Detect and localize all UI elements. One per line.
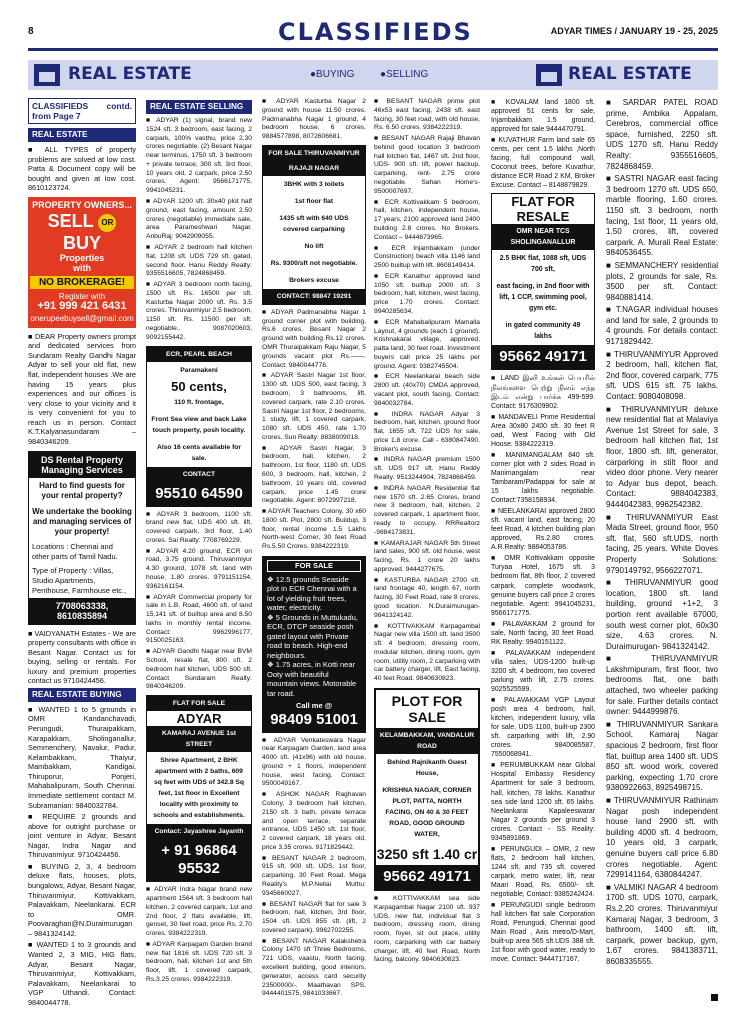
ad-register: Register with bbox=[58, 292, 106, 302]
ad-line: Shree Apartment, 2 BHK apartment with 2 baths, 609 sq feet with UDS of 342.8 Sq feet, 1st floor in Excellent locality with proximity to schools and establishments. bbox=[153, 757, 245, 820]
classified-ad: ■ ECR Kottivakkam 5 bedroom, hall, kitchen, independent house, 17 years, 2100 approved land 2400 building 2.8 crores. No Brokers. Contact – 9444673965. bbox=[374, 198, 480, 241]
classified-ad: ■ BESANT NAGAR Kalakshetra Colony 1470 sft Three Bedrooms, 721 UDS, vaastu, North facing, excellent building, good interiors, generator, access card security 23500000/-. Maathavan SPS, 9444401575, 9841033667. bbox=[262, 937, 366, 998]
classified-ad: ■ INDRA NAGAR Residential flat new 1570 sft. 2.65 Crores, brand new 3 bedroom, hall, kitchen, 2 covered carpark, 1 apartment floor, ready to occupy. RRRealtorz -9884173831. bbox=[374, 484, 480, 536]
ad-contact: CONTACT bbox=[147, 467, 251, 482]
classified-ad: ■ BESANT NAGAR 2 bedroom, 915 sft. 900 sft. UDS, 1st floor, carparking, 30 Feet Road. Mega Reality's M.P.Nellai Muthu: 9345660027. bbox=[262, 854, 366, 897]
house-icon bbox=[536, 64, 562, 86]
classified-ad: ■ KOTTIVAKKAM Karpagambal Nagar new villa 1500 sft. land 3500 sft. 4 bedroom, dressing room, modular kitchen, dining room, gym room, utility room, 2 carparking with car battery charger, lift, East facing, 40 feet Road. 9840630823. bbox=[374, 622, 480, 683]
ad-phone: 95662 49171 bbox=[492, 345, 594, 369]
classified-ad: ■ ADYAR Padmanabha Nagar 1 ground corner plot with building, Rs.6 crores. Besant Nagar 2 ground with building Rs.12 crores. OMR Thuraipakkam Raju Nagar, 5 grounds vacant plot Rs.——. Contact: 9840044778. bbox=[262, 308, 366, 369]
classified-ad: ■ ADYAR (1) signal, brand new 1524 sft. 3 bedroom, east facing, 2 carpark, 100% vasthu, price 2.30 crores negotiable. (2) Besant Nagar near terminus, 1750 sft. 3 bedroom + private terrace, 300 sft. 3rd floor, 10 years old, 2 carpark, price 2.50 crores. Agent: 9566171775, 9941045231. bbox=[146, 117, 252, 195]
ad-phone: + 91 96864 95532 bbox=[147, 839, 251, 881]
classified-ad: ■ PALAVAKKAM VGP Layout posh area 4 bedroom, hall, kitchen, independent luxury, villa for sale, UDS 1100, built-up 2300 sft. carparking with lift, 2.90 crores. 9840085587, 7550068941. bbox=[491, 697, 595, 759]
banner-buying-tag: ● BUYING bbox=[310, 69, 354, 80]
ad-title: FOR SALE THIRUVANMIYUR bbox=[263, 146, 365, 161]
ad-highlight: ADYAR bbox=[176, 711, 222, 727]
masthead-title: CLASSIFIEDS bbox=[278, 18, 473, 46]
classified-ad: ■ ADYAR Sastri Nagar 1st floor, 1300 sft. UDS 500, east facing, 3 bedroom, 3 bathrooms, lift, covered carpark, rate 2.10 crores. Sastri Nagar 1st floor, 2 bedrooms, 1 study, lift, 1 covered carpark, 1080 sft. UDS 450, rate 1.70 crores. Sun Realty: 8838009018. bbox=[262, 372, 366, 441]
ad-line: 2.5 BHK flat, 1088 sft, UDS 700 sft, bbox=[499, 255, 587, 274]
ad-sub: Properties bbox=[59, 253, 105, 264]
ds-rental-ad bbox=[28, 451, 136, 625]
ad-subtitle: OMR NEAR TCS SHOLINGANALLUR bbox=[492, 224, 594, 250]
ad-line: Behind Rajnikanth Guest House, bbox=[387, 759, 467, 777]
classified-ad: ■ KOVALAM land 1800 sft. approved 51 cents for sale, Injambakkam 1.5 ground, approved for sale.9444470791. bbox=[491, 99, 595, 134]
classified-ad: ■ ADYAR 3 bedroom, 1100 sft. brand new flat, UDS 400 sft. lift, covered carpark, 3rd floor, 1.40 crores. Sai Realty: 7708769229. bbox=[146, 510, 252, 544]
classified-ad: ■ ADYAR 4.20 ground, ECR on road, 3.75 ground. Thiruvanmiyur 4.30 ground, 1078 sft. land with house, 1.80 crores. 9791151154, 9362161154. bbox=[146, 547, 252, 590]
masthead-rule bbox=[28, 48, 718, 51]
ad-phone: +91 999 421 6431 bbox=[37, 299, 127, 312]
section-header: REAL ESTATE bbox=[28, 128, 136, 142]
ad-phone: 7708063338, 8610835894 bbox=[29, 598, 135, 624]
classified-ad: ■ ADYAR 1200 sft. 30x40 plot half ground, east facing, amount 2.50 crores (negotiable) immediate sale, area Parameshwari Nagar. AnbuRaj: 9042909055. bbox=[146, 198, 252, 241]
classified-ad: ■ DEAR Property owners prompt and dedicated services from Sundaram Realty Gandhi Nagar Adyar to sell your old flat, new flat, independent houses .We are having 15 years plus experiences and our offices is very close to your vicinity and it is very convenient for you to reach us in person. Contact K.T.Kalyanasundaram – 9840346209. bbox=[28, 331, 136, 446]
column-6 bbox=[606, 98, 718, 970]
section-header: REAL ESTATE SELLING bbox=[146, 100, 252, 114]
ad-phone: CONTACT: 98847 19291 bbox=[263, 289, 365, 304]
ad-line: 3BHK with 3 toilets bbox=[283, 180, 345, 188]
ad-line: ❖ 5 Grounds in Muttukadu, ECR, DTCP seaside posh gated layout with Private road to beach. High-end neighbours. bbox=[267, 612, 358, 660]
ad-email: onerupeebuysell@gmail.com bbox=[30, 314, 134, 324]
classified-ad: ■ SEMMANCHERY residential plots, 2 grounds for sale, Rs. 3500 per sft. Contact: 9840881414. bbox=[606, 260, 718, 302]
house-icon bbox=[34, 64, 60, 86]
classified-ad: ■ INDRA NAGAR premium 1500 sft. UDS 917 sft. Hanu Reddy Realty: 9513244904, 7824868459. bbox=[374, 456, 480, 482]
ad-line: in gated community 49 lakhs bbox=[505, 322, 581, 341]
classified-ad: ■ BUYING 2, 3, 4 bedroom deluxe flats, houses, plots, bungalows, Adyar, Besant Nagar, Thiruvanmiyur, Kottivakkam, Palavakkam, Neelankarai. ECR to OMR. Poovaraghan@N.Duraimurugan – 9841324142. bbox=[28, 861, 136, 938]
classified-ad: ■ ADYAR 3 bedroom north facing, 1500 sft. Rs. 16500 per sft. Kasturba Nagar 2000 sft. Rs. 3.5 crores. Thiruvanmiyur 2.5 bedroom, 1150 sft. Rs. 11500 per sft. negotiable.. 9087020603, 9092155442. bbox=[146, 281, 252, 341]
ad-title: DS Rental Property Managing Services bbox=[29, 452, 135, 478]
classified-ad: ■ ADYAR Sastri Nagar, 3 bedroom, hall, kitchen, 2 bathroom, 1st floor, 1180 sft. UDS 600, 3 bedroom, hall, kitchen, 2 bathroom, 10 years old, covered carpark, price 1.45 crore negotiable. Agent: 8072997218. bbox=[262, 444, 366, 505]
page-header bbox=[28, 18, 718, 48]
classified-ad: ■ MANDAVELI Prime Residential Area 30x80 2400 sft. 30 feet R oad, West Facing with Old House. 9384222319. bbox=[491, 413, 595, 448]
classified-ad: ■ KOTTIVAKKAM sea side Karpagambal Nagar 2100 sft. 937 UDS, new flat, individual flat 3 bedroom, dressing room, dining room, foyer, sit out place, utility room, carparking with car battery charger, lift, 40 feet Road, North facing, balcony. 9840630823. bbox=[374, 895, 480, 964]
ad-no-brokerage: NO BROKERAGE! bbox=[30, 276, 134, 290]
classified-ad: ■ THIRUVANMIYUR Sankara School, Kamaraj Nagar spacious 2 bedroom, first floor flat, builtup area 1400 sft. UDS 850 sft. wood work, covered parking, expecting 1.70 crore 9380922663, 8925498715. bbox=[606, 719, 718, 793]
classified-ad: ■ ADYAR Indra Nagar brand new apartment 1564 sft. 3 bedroom hall kitchen, 2 covered carpark, 1st and 2nd floor, 2 flats available, lift, genset, 30 feet road, price Rs. 2.70 crores. 9384222319. bbox=[146, 886, 252, 938]
classified-ad: ■ THIRUVANMIYUR deluxe new residential flat at Malaviya Avenue 1st Street for sale, 3 bedroom hall kitchen flat, 1st floor, 1800 sft. lift, generator, carparking in stilt floor and video door phone. Very nearer to Adyar bus depot, beach. Contact: 9884042383, 9444042383, 9962542382. bbox=[606, 404, 718, 509]
classified-ad: ■ OMR Kottivakkam opposite Turyaa Hotel, 1675 sft. 3 bedroom flat, 8th floor, 2 covered carpark, complete woodwork, genuine buyers call price 2 crores negotiable. Agent: 9941045231, 9566171775. bbox=[491, 555, 595, 617]
ad-line: Rs. 9300/sft not negotiable. bbox=[270, 259, 358, 267]
ad-line: ❖ 12.5 grounds Seaside plot in ECR Chennai with a lot of yielding fruit trees, water, electricity. bbox=[267, 574, 357, 612]
column-3 bbox=[262, 98, 366, 1001]
ad-line: Brokers excuse bbox=[289, 276, 339, 284]
classified-ad: ■ KASTURBA NAGAR 2700 sft. land frontage 40, length 67, north facing, 30 Feet Road, rate 8 crores, good location. N.Duraimurugan- 9841324142. bbox=[374, 576, 480, 619]
contd-note: CLASSIFIEDS contd. from Page 7 bbox=[28, 98, 136, 124]
ad-highlight: 50 cents, bbox=[171, 378, 227, 394]
classified-ad: ■ ECR Injambakkam (under Construction) beach villa 1146 land 2500 builtup with lift. 8608149414. bbox=[374, 244, 480, 270]
ad-line: No lift bbox=[304, 242, 324, 250]
ad-sell: SELL bbox=[47, 211, 94, 232]
classified-ad: ■ THIRUVANMIYUR Rathinam Nagar posh independent house land 2900 sft. with building 4000 sft. 4 bedroom, 10 years old, 3 carpark, genuine buyers call price 6.80 crores negotiable. Agent: 7299141164, 6380844247. bbox=[606, 796, 718, 880]
plot-for-sale-ad bbox=[374, 688, 480, 891]
classified-ad: ■ BESANT NAGAR Rajaji Bhavan behind good location 3 bedroom hall kitchen flat, 1467 sft. 2nd floor, UDS- 900 sft. lift, power backup, carparking, rent- 2.75 crore negotiable. Sahan Home's- 9500007697. bbox=[374, 135, 480, 195]
classified-ad: ■ PERUNGUDI – OMR, 2 new flats, 2 bedroom hall kitchen, 1244 sft. and 735 sft. covered carpark, metro water, lift, near Maari Road, Rs. 6500/- sft. negotiable, Contact: 9385242424. bbox=[491, 845, 595, 899]
classified-ad: ■ VAIDYANATH Estates - We are property consultants with office in Besant Nagar. Contact us for buying, selling or rentals. For luxury and premium properties contact us 9710424456. bbox=[28, 628, 136, 686]
classified-ad: ■ ADYAR Karpagam Garden brand new flat 1816 sft. UDS 720 sft. 3 bedroom, hall, kitchen 1st and 5th floor, lift, 1 covered carpark, Rs.3.25 crores. 9384222319. bbox=[146, 940, 252, 983]
ad-highlight: 3250 sft 1.40 cr bbox=[376, 846, 478, 862]
ad-line: east facing, in 2nd floor with lift, 1 CCP, swimming pool, gym etc. bbox=[496, 283, 590, 313]
ad-with: with bbox=[73, 262, 91, 273]
banner-right-title: REAL ESTATE bbox=[568, 64, 692, 84]
ad-line: 1st floor flat bbox=[294, 197, 334, 205]
ad-buy: BUY bbox=[62, 233, 101, 254]
column-4 bbox=[374, 98, 480, 967]
classified-ad: ■ THIRUVANMIYUR good location, 1800 sft. land building, ground +1+2, 3 portion rent available 67000, south west corner plot, 60x30 size, 4.63 crores. N. Duraimurugan- 9841324142. bbox=[606, 578, 718, 651]
classified-ad: ■ REQUIRE 2 grounds and above for outright purchase or joint venture in Adyar, Besant Nagar, Indra Nagar and Thiruvanmiyur. 9710424456. bbox=[28, 812, 136, 860]
ad-line: Front Sea view and back Lake touch property, posh locality. bbox=[151, 415, 247, 434]
classified-ad: ■ WANTED 1 to 5 grounds in OMR Kandanchavadi, Perungudi, Thuraipakkam, Karapakkam, Sholinganallur, Semmenchery, Navalur, Padur, Kelambakkam, Thaiyur, Mambakkam, Kandigai, Thiruporur, Ponjeri, Mahabalipuram, South Chennai. Immediate settlement contact M. Subramanian: 9840032784. bbox=[28, 704, 136, 810]
ad-phone: 95510 64590 bbox=[147, 482, 251, 506]
ad-or: OR bbox=[98, 214, 116, 232]
ad-line: We undertake the booking and managing services of your property! bbox=[32, 506, 132, 536]
classified-ad: ■ KAMARAJAR NAGAR 5th Street land sales, 900 sft. old house, west facing, Rs. 1 crore 20 lakhs approved. 9444277675. bbox=[374, 539, 480, 573]
classified-ad: ■ SASTRI NAGAR east facing 3 bedroom 1270 sft. UDS 650, marble flooring, 1.60 crores. 1150 sft. 3 bedroom, north facing, 1st floor, 11 years old, 1.50 crores, lift, covered carpark. A. Murali Real Estate: 9840536455. bbox=[606, 174, 718, 258]
ad-subtitle: RAJAJI NAGAR bbox=[263, 161, 365, 176]
ad-contact: Contact: Jayashree Jayanth bbox=[147, 824, 251, 839]
classified-ad: ■ MANIMANGALAM 840 sft. corner plot with 2 sides Road in Manimangalam near Tambaram/Padappai for sale at 15 lakhs negotiable. Contact:7358158934. bbox=[491, 451, 595, 505]
section-banner bbox=[28, 60, 718, 90]
ad-line: Type of Property : Villas, Studio Apartments, Penthouse, Farmhouse etc., bbox=[32, 565, 127, 595]
ad-title: PROPERTY OWNERS... bbox=[32, 199, 132, 210]
classified-ad: ■ ECR Mahabalipuram Mamalla Layout, 4 grounds (each 1 ground). Krishnakarai village, approved, patta land, 30 feet road. Investment buyers call price 25 lakhs per ground. Agent: 9382745504. bbox=[374, 318, 480, 370]
classified-ad: ■ KUVATHUR Farm land sale 65 cents, per cent 1.5 lakhs ,North facing, full compound wall, Coconut trees, before Kuvathur, distance ECR Road 2 KM, Broker Excuse. Contact – 8148879829. bbox=[491, 137, 595, 190]
ad-title: FLAT FOR SALE bbox=[147, 696, 251, 711]
classified-ad: ■ BESANT NAGAR prime plot 46x53 east facing, 2438 sft. east facing, 30 feet road, with old house, Rs. 6.50 crores. 9384222319. bbox=[374, 98, 480, 132]
page-number: 8 bbox=[28, 26, 34, 37]
column-1 bbox=[28, 98, 136, 1009]
ad-line: Paramakeni bbox=[180, 366, 218, 374]
issue-date: ADYAR TIMES / JANUARY 19 - 25, 2025 bbox=[550, 26, 718, 36]
ad-line: 1435 sft with 640 UDS covered carparking bbox=[279, 214, 349, 233]
ad-subtitle: KELAMBAKKAM, VANDALUR ROAD bbox=[376, 728, 478, 754]
classified-ad: ■ ALL TYPES of property problems are solved at low cost. Patta & Document copy will be bought and given at low cost. 8610123724. bbox=[28, 145, 136, 193]
classified-ad: ■ THIRUVANMIYUR Lakshmipuram, first floor, two bedrooms flat, one bath attached, two wheeler parking for sale. Further details contact owner: 9444999876. bbox=[606, 654, 718, 717]
ad-phone: 95662 49171 bbox=[376, 865, 478, 889]
classified-ad: ■ ADYAR Commercial property for sale in L.B. Road, 4600 sft. of land 15,141 sft. of builtup area and 8.50 lakhs in monthly rental income. Contact: 9962996177, 9150025163. bbox=[146, 593, 252, 645]
classified-ad: ■ BESANT NAGAR flat for sale 3 bedroom, hall, kitchen, 3rd floor, 1504 sft. UDS 855 sft. (lift, 2 covered carpark). 9962702255. bbox=[262, 900, 366, 934]
section-header: REAL ESTATE BUYING bbox=[28, 688, 136, 702]
classified-ad: ■ PALAVAKKAM 2 ground for sale, North facing, 30 feet Road. RK Realty: 9940151122. bbox=[491, 620, 595, 646]
ad-title: FOR SALE bbox=[267, 560, 361, 572]
classified-ad: ■ INDRA NAGAR Adyar 3 bedroom, hall, kitchen, ground floor flat, 1655 sft. 722 UDS for sale, price 1.8 crore. Call - 6380847490. Broker's excuse. bbox=[374, 410, 480, 453]
classified-ad: ■ PERUMBUKKAM near Global Hospital Embassy Residency Apartment for sale 3 bedroom, hall, kitchen, 78 lakhs. Kanathur sea side land 1200 sft. 65 lakhs. Neelankarai Kapaleeswarar Nagar 2 grounds per ground 3 crores. Contact - SS Reality: 9345891869. bbox=[491, 762, 595, 842]
ad-title: PLOT FOR SALE bbox=[391, 693, 463, 725]
ad-title: ECR, PEARL BEACH bbox=[147, 347, 251, 362]
ad-line: Also 16 cents available for sale. bbox=[156, 443, 241, 462]
ad-title: FLAT FOR RESALE bbox=[511, 194, 575, 225]
banner-selling-tag: ● SELLING bbox=[380, 69, 428, 80]
ad-line: ❖ 1.75 acres, in Kotti near Ooty with beautiful mountain views. Motorable tar road. bbox=[267, 660, 357, 698]
classified-ad: ■ VALMIKI NAGAR 4 bedroom 1700 sft. UDS 1070, carpark, Rs.2.20 crores. Thiruvanmiyur Kamaraj Nagar, 3 bedroom, 3 bathroom, 1400 sft. lift, carpark, power backup, gym, 1.67 crores. 9841383711, 8608335555. bbox=[606, 882, 718, 966]
classified-ad: ■ PERUNGUDI single bedroom hall kitchen flat sale Corporation Road, Perungudi, Chennai good Main Road , Axis metro/D-Mart, built-up area 565 sft.UDS 388 sft. 1st floor with good water, ready to move. Contact: 9444717167. bbox=[491, 902, 595, 964]
classified-ad: ■ SARDAR PATEL ROAD prime, Ambika Appalam, Cerebros, commercial office space, furnished, 2250 sft. UDS 1270 sft. Hanu Reddy Realty: 9355516605, 7824868459. bbox=[606, 98, 718, 171]
classified-ad: ■ ADYAR Teachers Colony, 30 x60 1800 sft. Plot, 2800 sft. Buildup, 3 floor, rental income 1.5 Lakhs North-west Corner, 30 feet Road Rs.5.50 Crores. 9384222319. bbox=[262, 508, 366, 551]
classified-ad: ■ ADYAR 2 bedroom hall kitchen flat, 1208 sft. UDS 729 sft. gated, second floor. Hanu Reddy Realty: 9355516605, 7824868459. bbox=[146, 243, 252, 278]
seaside-sale-ad bbox=[262, 556, 366, 733]
ecr-pearl-beach-ad bbox=[146, 346, 252, 507]
ad-line: Hard to find guests for your rental property? bbox=[39, 480, 125, 500]
classified-ad: ■ PALAVAKKAM independent villa sales, UDS-1200 built-up 3200 sft. 4 bedroom, two covered parking with lift, 2.75 crores. 9025525599. bbox=[491, 649, 595, 694]
classified-ad: ■ ADYAR Gandhi Nagar near BVM School, resale flat, 800 sft. 2 bedroom hall kitchen, UDS 500 sft. Contact Sundaram Realty: 9840346209. bbox=[146, 648, 252, 691]
column-2 bbox=[146, 98, 252, 987]
end-mark bbox=[711, 994, 718, 1001]
ad-line: Locations : Chennai and other parts of Tamil Nadu. bbox=[32, 541, 118, 561]
classified-ad: ■ ADYAR Venkateswara Nagar near Karpagam Garden, land area 4000 sft. (41x96) with old house, ground + 1 floors, independent house, west facing. Contact: 9500049167. bbox=[262, 736, 366, 788]
banner-left-title: REAL ESTATE bbox=[68, 64, 192, 84]
ad-subtitle: KAMARAJ AVENUE 1st STREET bbox=[147, 726, 251, 752]
classified-ad: ■ NEELANKARAI approved 2800 sft. vacant land, east facing, 20 feet Road, 4 kitchen building plan approved, Rs.2.80 crores. A.R.Realty: 9884053786. bbox=[491, 508, 595, 552]
ad-line: 110 ft. frontage, bbox=[174, 398, 224, 406]
classified-ad: ■ LAND இனி உங்கள் பெயரில் நிலங்களை பெற்று நிலம் எந்த இடம் என்று பார்க்க 499-599. Contact: 9176309902. bbox=[491, 375, 595, 410]
ad-contact: Call me @ bbox=[295, 701, 333, 710]
ad-phone: 98409 51001 bbox=[270, 710, 358, 728]
column-5 bbox=[491, 98, 595, 966]
classified-ad: ■ ADYAR Kasturba Nagar 2 ground with house 11.50 crores. Padmanabha Nagar 1 ground, 4 bedroom house, 6 crores. 9884577898, 8072606681. bbox=[262, 98, 366, 141]
classified-ad: ■ THIRUVANMIYUR East Mada Street, ground floor, 950 sft. flat, 560 sft.UDS, north facing, 25 years. White Doves Property Solutions: 9790149792, 9566227071. bbox=[606, 512, 718, 575]
adyar-flat-ad bbox=[146, 695, 252, 882]
classified-ad: ■ ECR Neelankarai beach side 2800 sft. (40x70) CMDA approved, vacant plot, south facing. Contact: 9840032784. bbox=[374, 373, 480, 407]
omr-flat-resale-ad bbox=[491, 193, 595, 370]
classified-ad: ■ THIRUVANMIYUR Approved 2 bedroom, hall, kitchen flat, 2nd floor, covered carpark, 775 sft. UDS 615 sft. 75 lakhs. Contact: 9080408098. bbox=[606, 349, 718, 402]
classified-ad: ■ ASHOK NAGAR Raghavan Colony, 3 bedroom hall kitchen, 2150 sft. 3 bath, private terrace and open terrace, separate entrance, UDS 1450 sft. 1st floor, 2 covered carpark, 18 years old, price 3.35 crores. 9171829442. bbox=[262, 791, 366, 851]
ad-line: KRISHNA NAGAR, CORNER PLOT, PATTA, NORTH FACING, ON 40 & 30 FEET ROAD, GOOD GROUND WATER, bbox=[382, 787, 472, 838]
classified-ad: ■ WANTED 1 to 3 grounds and Wanted 2, 3 MIG, HIG flats, Adyar, Besant Nagar, Thiruvanmiyur, Kottivakkam, Palavakkam, Neelankarai to VGP Uthandi. Contact: 9840044778. bbox=[28, 940, 136, 1007]
classified-ad: ■ ECR Kanathur approved land 1050 sft. builtup 2000 sft. 3 bedroom, hall, kitchen, west facing, price 1.70 crores. Contact: 9940285634. bbox=[374, 272, 480, 315]
property-owners-ad bbox=[28, 197, 136, 328]
thiruvanmiyur-ad bbox=[262, 145, 366, 305]
classified-ad: ■ T.NAGAR individual houses and land for sale, 2 grounds to 4 grounds. For details contact: 9171829442. bbox=[606, 305, 718, 347]
